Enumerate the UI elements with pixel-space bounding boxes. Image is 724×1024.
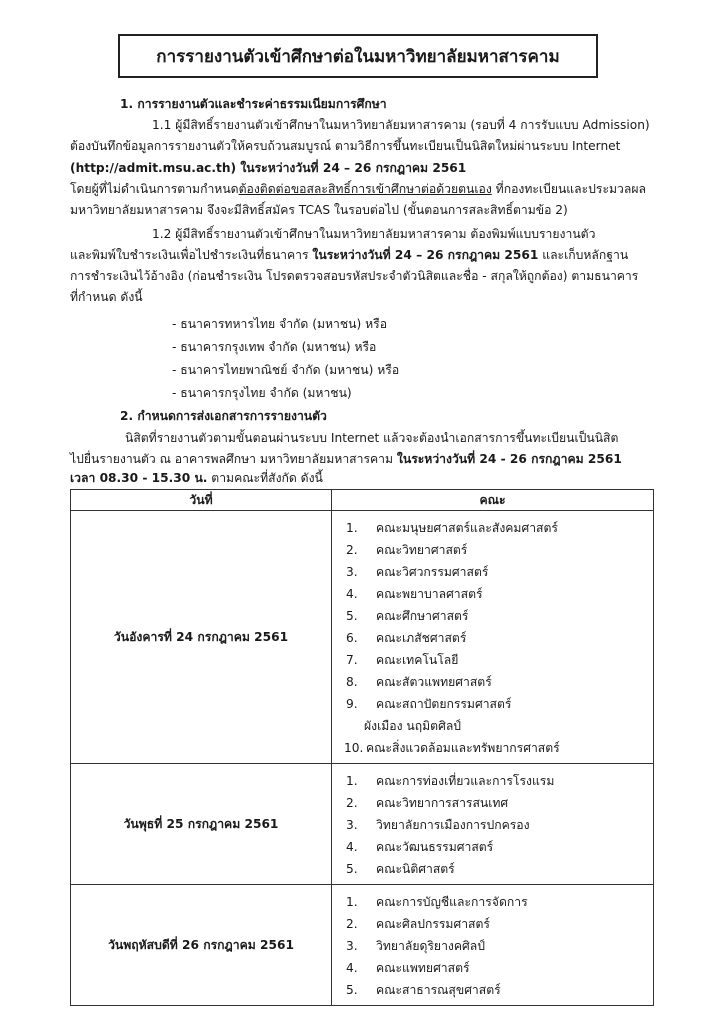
text-segment: และเก็บหลักฐาน [538, 248, 629, 262]
list-item: 3. คณะวิศวกรรมศาสตร์ [346, 565, 489, 579]
faculty-cell [332, 511, 654, 764]
section1-p2-line3: การชำระเงินไว้อ้างอิง (ก่อนชำระเงิน โปรดตรวจสอบรหัสประจำตัวนิสิตและชื่อ - สกุลให้ถูกต้อง) ตามธนาคาร [70, 269, 639, 283]
section2-heading: 2. กำหนดการส่งเอกสารการรายงานตัว [120, 409, 327, 423]
table-row [71, 764, 654, 885]
submission-period: ในระหว่างวันที่ 24 - 26 กรกฎาคม 2561 [396, 452, 622, 466]
list-item: 1. คณะมนุษยศาสตร์และสังคมศาสตร์ [346, 521, 558, 535]
section1-p1-line3 [70, 158, 466, 179]
section2-line1: นิสิตที่รายงานตัวตามขั้นตอนผ่านระบบ Internet แล้วจะต้องนำเอกสารการขึ้นทะเบียนเป็นนิสิต [125, 431, 619, 445]
list-item: 3. วิทยาลัยดุริยางคศิลป์ [346, 939, 485, 953]
day-cell: วันอังคารที่ 24 กรกฎาคม 2561 [71, 511, 332, 764]
list-item: 4. คณะพยาบาลศาสตร์ [346, 587, 483, 601]
section1-p1-line2: ต้องบันทึกข้อมูลการรายงานตัวให้ครบถ้วนสมบูรณ์ ตามวิธีการขึ้นทะเบียนเป็นนิสิตใหม่ผ่านระบบ Internet [70, 139, 621, 153]
payment-period: ในระหว่างวันที่ 24 – 26 กรกฎาคม 2561 [312, 248, 539, 262]
text-segment: โดยผู้ที่ไม่ดำเนินการตามกำหนด [70, 182, 239, 196]
list-item: 5. คณะศึกษาศาสตร์ [346, 609, 469, 623]
list-item: 3. วิทยาลัยการเมืองการปกครอง [346, 818, 530, 832]
bank-item: - ธนาคารกรุงเทพ จำกัด (มหาชน) หรือ [172, 340, 377, 354]
bank-item: - ธนาคารกรุงไทย จำกัด (มหาชน) [172, 386, 352, 400]
faculty-list [332, 764, 653, 884]
list-item: 1. คณะการบัญชีและการจัดการ [346, 895, 528, 909]
section1-p1-line1: 1.1 ผู้มีสิทธิ์รายงานตัวเข้าศึกษาในมหาวิทยาลัยมหาสารคาม (รอบที่ 4 การรับแบบ Admission) [152, 118, 650, 132]
list-item: 2. คณะวิทยาศาสตร์ [346, 543, 468, 557]
text-segment: ตามคณะที่สังกัด ดังนี้ [207, 471, 323, 485]
table-header-row [71, 490, 654, 511]
list-item: 5. คณะนิติศาสตร์ [346, 862, 455, 876]
list-item: 2. คณะวิทยาการสารสนเทศ [346, 796, 509, 810]
document-title: การรายงานตัวเข้าศึกษาต่อในมหาวิทยาลัยมหาสารคาม [118, 34, 598, 78]
text-segment: และพิมพ์ใบชำระเงินเพื่อไปชำระเงินที่ธนาคาร [70, 248, 313, 262]
list-item: ผังเมือง นฤมิตศิลป์ [364, 719, 462, 733]
section1-p2-line2 [70, 245, 628, 266]
list-item: 10. คณะสิ่งแวดล้อมและทรัพยากรศาสตร์ [344, 741, 560, 755]
list-item: 5. คณะสาธารณสุขศาสตร์ [346, 983, 501, 997]
section2-line2 [70, 449, 622, 470]
list-item: 7. คณะเทคโนโลยี [346, 653, 459, 667]
list-item: 1. คณะการท่องเที่ยวและการโรงแรม [346, 774, 555, 788]
bank-item: - ธนาคารทหารไทย จำกัด (มหาชน) หรือ [172, 317, 388, 331]
submission-time: เวลา 08.30 - 15.30 น. [70, 471, 208, 485]
section1-p2-line1: 1.2 ผู้มีสิทธิ์รายงานตัวเข้าศึกษาในมหาวิทยาลัยมหาสารคาม ต้องพิมพ์แบบรายงานตัว [152, 227, 596, 241]
text-segment: ที่กองทะเบียนและประมวลผล [491, 182, 646, 196]
section1-p1-line5: มหาวิทยาลัยมหาสารคาม จึงจะมีสิทธิ์สมัคร TCAS ในรอบต่อไป (ขั้นตอนการสละสิทธิ์ตามข้อ 2) [70, 203, 568, 217]
table-row [71, 885, 654, 1006]
section1-heading: 1. การรายงานตัวและชำระค่าธรรมเนียมการศึกษา [120, 97, 387, 111]
reporting-period: ในระหว่างวันที่ 24 – 26 กรกฎาคม 2561 [236, 161, 467, 175]
header-faculty: คณะ [332, 490, 654, 511]
day-cell: วันพุธที่ 25 กรกฎาคม 2561 [71, 764, 332, 885]
faculty-list [332, 511, 653, 763]
section1-p2-line4: ที่กำหนด ดังนี้ [70, 290, 143, 304]
withdraw-notice: ต้องติดต่อขอสละสิทธิ์การเข้าศึกษาต่อด้วยตนเอง [238, 182, 492, 196]
schedule-table [70, 489, 654, 1006]
list-item: 4. คณะวัฒนธรรมศาสตร์ [346, 840, 494, 854]
admission-url-link[interactable]: (http://admit.msu.ac.th) [70, 161, 237, 175]
text-segment: ไปยื่นรายงานตัว ณ อาคารพลศึกษา มหาวิทยาลัยมหาสารคาม [70, 452, 397, 466]
table-row [71, 511, 654, 764]
list-item: 9. คณะสถาปัตยกรรมศาสตร์ [346, 697, 512, 711]
list-item: 4. คณะแพทยศาสตร์ [346, 961, 470, 975]
list-item: 6. คณะเภสัชศาสตร์ [346, 631, 467, 645]
faculty-cell [332, 764, 654, 885]
day-cell: วันพฤหัสบดีที่ 26 กรกฎาคม 2561 [71, 885, 332, 1006]
faculty-list [332, 885, 653, 1005]
bank-item: - ธนาคารไทยพาณิชย์ จำกัด (มหาชน) หรือ [172, 363, 400, 377]
list-item: 8. คณะสัตวแพทยศาสตร์ [346, 675, 492, 689]
header-date: วันที่ [71, 490, 332, 511]
section1-p1-line4 [70, 179, 646, 200]
faculty-cell [332, 885, 654, 1006]
section2-line3 [70, 468, 323, 489]
list-item: 2. คณะศิลปกรรมศาสตร์ [346, 917, 490, 931]
